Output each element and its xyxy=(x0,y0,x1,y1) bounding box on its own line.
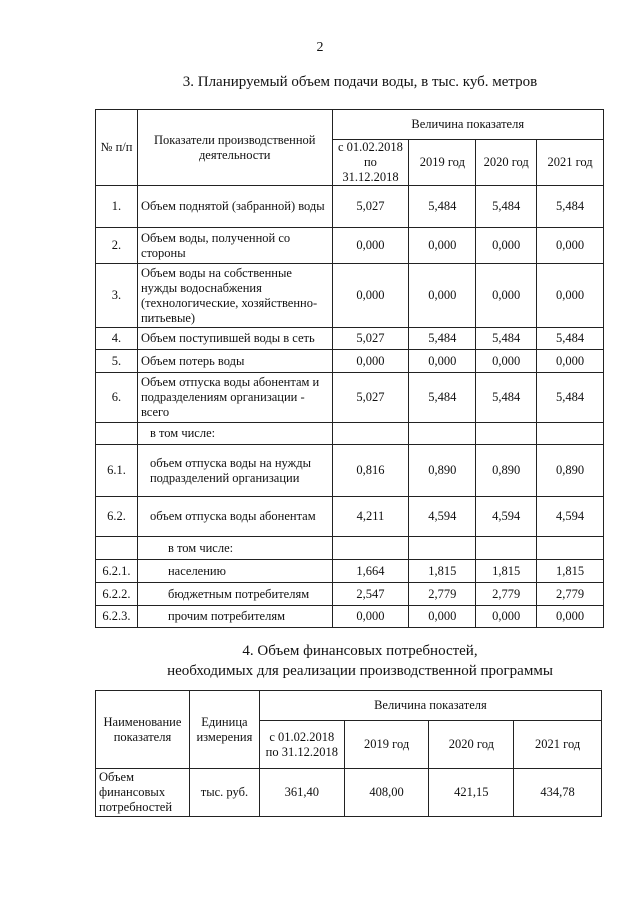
cell-value: 5,027 xyxy=(332,186,409,228)
row-num: 4. xyxy=(96,328,138,350)
header-value-group: Величина показателя xyxy=(259,691,601,721)
header-2019: 2019 год xyxy=(344,721,429,769)
cell-value: 2,779 xyxy=(409,583,476,606)
cell-value: 5,027 xyxy=(332,328,409,350)
header-period1: с 01.02.2018 по 31.12.2018 xyxy=(259,721,344,769)
cell-value: 1,815 xyxy=(537,560,604,583)
cell-value: 0,000 xyxy=(537,350,604,373)
cell-value: 5,484 xyxy=(476,328,537,350)
row-num: 2. xyxy=(96,228,138,264)
cell-value: 1,664 xyxy=(332,560,409,583)
header-value-group: Величина показателя xyxy=(332,110,604,140)
header-period1: с 01.02.2018 по 31.12.2018 xyxy=(332,140,409,186)
cell-value xyxy=(476,423,537,445)
header-2021: 2021 год xyxy=(537,140,604,186)
cell-value xyxy=(332,423,409,445)
section4-title-line2: необходимых для реализации производственной программы xyxy=(167,663,553,679)
cell-value: 5,484 xyxy=(409,373,476,423)
page-number: 2 xyxy=(316,40,324,55)
table-row xyxy=(96,186,604,228)
cell-value: 0,000 xyxy=(537,606,604,628)
cell-value: 421,15 xyxy=(429,769,514,817)
header-2020: 2020 год xyxy=(476,140,537,186)
cell-value xyxy=(476,537,537,560)
table-row xyxy=(96,537,604,560)
table-row xyxy=(96,445,604,497)
row-num: 6.2.2. xyxy=(96,583,138,606)
row-num: 6.2. xyxy=(96,497,138,537)
row-num: 6.1. xyxy=(96,445,138,497)
row-num xyxy=(96,423,138,445)
row-num: 3. xyxy=(96,264,138,328)
cell-value: 2,779 xyxy=(537,583,604,606)
row-label: Объем поступившей воды в сеть xyxy=(137,328,332,350)
table-row xyxy=(96,423,604,445)
cell-value: 5,484 xyxy=(476,373,537,423)
water-supply-table xyxy=(95,109,604,628)
header-indicator: Показатели производственной деятельности xyxy=(137,110,332,186)
row-unit: тыс. руб. xyxy=(189,769,259,817)
cell-value: 5,484 xyxy=(537,328,604,350)
table-row xyxy=(96,583,604,606)
cell-value xyxy=(537,537,604,560)
cell-value: 4,594 xyxy=(409,497,476,537)
row-label: объем отпуска воды абонентам xyxy=(137,497,332,537)
cell-value: 4,594 xyxy=(537,497,604,537)
cell-value: 5,484 xyxy=(409,186,476,228)
row-num xyxy=(96,537,138,560)
cell-value: 5,484 xyxy=(537,186,604,228)
cell-value: 0,890 xyxy=(537,445,604,497)
header-name: Наименование показателя xyxy=(96,691,190,769)
cell-value: 4,594 xyxy=(476,497,537,537)
cell-value: 2,547 xyxy=(332,583,409,606)
table-row xyxy=(96,264,604,328)
row-label: в том числе: xyxy=(137,423,332,445)
cell-value: 0,000 xyxy=(409,606,476,628)
row-label: Объем потерь воды xyxy=(137,350,332,373)
header-2020: 2020 год xyxy=(429,721,514,769)
cell-value: 0,000 xyxy=(537,264,604,328)
row-num: 6.2.1. xyxy=(96,560,138,583)
table-row xyxy=(96,606,604,628)
cell-value: 434,78 xyxy=(514,769,602,817)
row-num: 5. xyxy=(96,350,138,373)
table-row xyxy=(96,228,604,264)
cell-value: 4,211 xyxy=(332,497,409,537)
row-label: в том числе: xyxy=(137,537,332,560)
cell-value: 1,815 xyxy=(409,560,476,583)
table-row xyxy=(96,350,604,373)
cell-value: 0,000 xyxy=(476,606,537,628)
table-row xyxy=(96,373,604,423)
cell-value: 0,816 xyxy=(332,445,409,497)
table-row xyxy=(96,328,604,350)
cell-value: 5,484 xyxy=(476,186,537,228)
row-num: 6.2.3. xyxy=(96,606,138,628)
cell-value: 0,890 xyxy=(409,445,476,497)
row-label: объем отпуска воды на нужды подразделений организации xyxy=(137,445,332,497)
cell-value: 0,000 xyxy=(409,350,476,373)
section4-title xyxy=(0,641,640,681)
cell-value: 0,000 xyxy=(409,228,476,264)
row-label: населению xyxy=(137,560,332,583)
cell-value xyxy=(409,423,476,445)
cell-value: 5,027 xyxy=(332,373,409,423)
section3-title: 3. Планируемый объем подачи воды, в тыс. куб. метров xyxy=(182,74,538,90)
row-label: прочим потребителям xyxy=(137,606,332,628)
financial-needs-table xyxy=(95,690,602,817)
cell-value: 0,000 xyxy=(476,350,537,373)
row-label: Объем поднятой (забранной) воды xyxy=(137,186,332,228)
cell-value: 5,484 xyxy=(409,328,476,350)
table-row xyxy=(96,497,604,537)
cell-value: 361,40 xyxy=(259,769,344,817)
cell-value: 0,000 xyxy=(332,606,409,628)
cell-value xyxy=(409,537,476,560)
section4-title-line1: 4. Объем финансовых потребностей, xyxy=(242,643,478,659)
cell-value: 1,815 xyxy=(476,560,537,583)
cell-value xyxy=(537,423,604,445)
cell-value: 2,779 xyxy=(476,583,537,606)
cell-value: 5,484 xyxy=(537,373,604,423)
header-unit: Единица измерения xyxy=(189,691,259,769)
table-row xyxy=(96,769,602,817)
cell-value: 0,000 xyxy=(332,228,409,264)
header-2021: 2021 год xyxy=(514,721,602,769)
row-label: Объем воды на собственные нужды водоснабжения (технологические, хозяйственно-питьевые) xyxy=(137,264,332,328)
cell-value: 0,000 xyxy=(332,264,409,328)
row-name: Объем финансовых потребностей xyxy=(96,769,190,817)
row-num: 1. xyxy=(96,186,138,228)
header-2019: 2019 год xyxy=(409,140,476,186)
row-label: бюджетным потребителям xyxy=(137,583,332,606)
row-num: 6. xyxy=(96,373,138,423)
cell-value: 0,000 xyxy=(332,350,409,373)
cell-value xyxy=(332,537,409,560)
header-num: № п/п xyxy=(96,110,138,186)
cell-value: 0,890 xyxy=(476,445,537,497)
cell-value: 0,000 xyxy=(476,228,537,264)
table-row xyxy=(96,560,604,583)
cell-value: 0,000 xyxy=(476,264,537,328)
cell-value: 0,000 xyxy=(537,228,604,264)
row-label: Объем воды, полученной со стороны xyxy=(137,228,332,264)
cell-value: 0,000 xyxy=(409,264,476,328)
row-label: Объем отпуска воды абонентам и подразделениям организации - всего xyxy=(137,373,332,423)
cell-value: 408,00 xyxy=(344,769,429,817)
